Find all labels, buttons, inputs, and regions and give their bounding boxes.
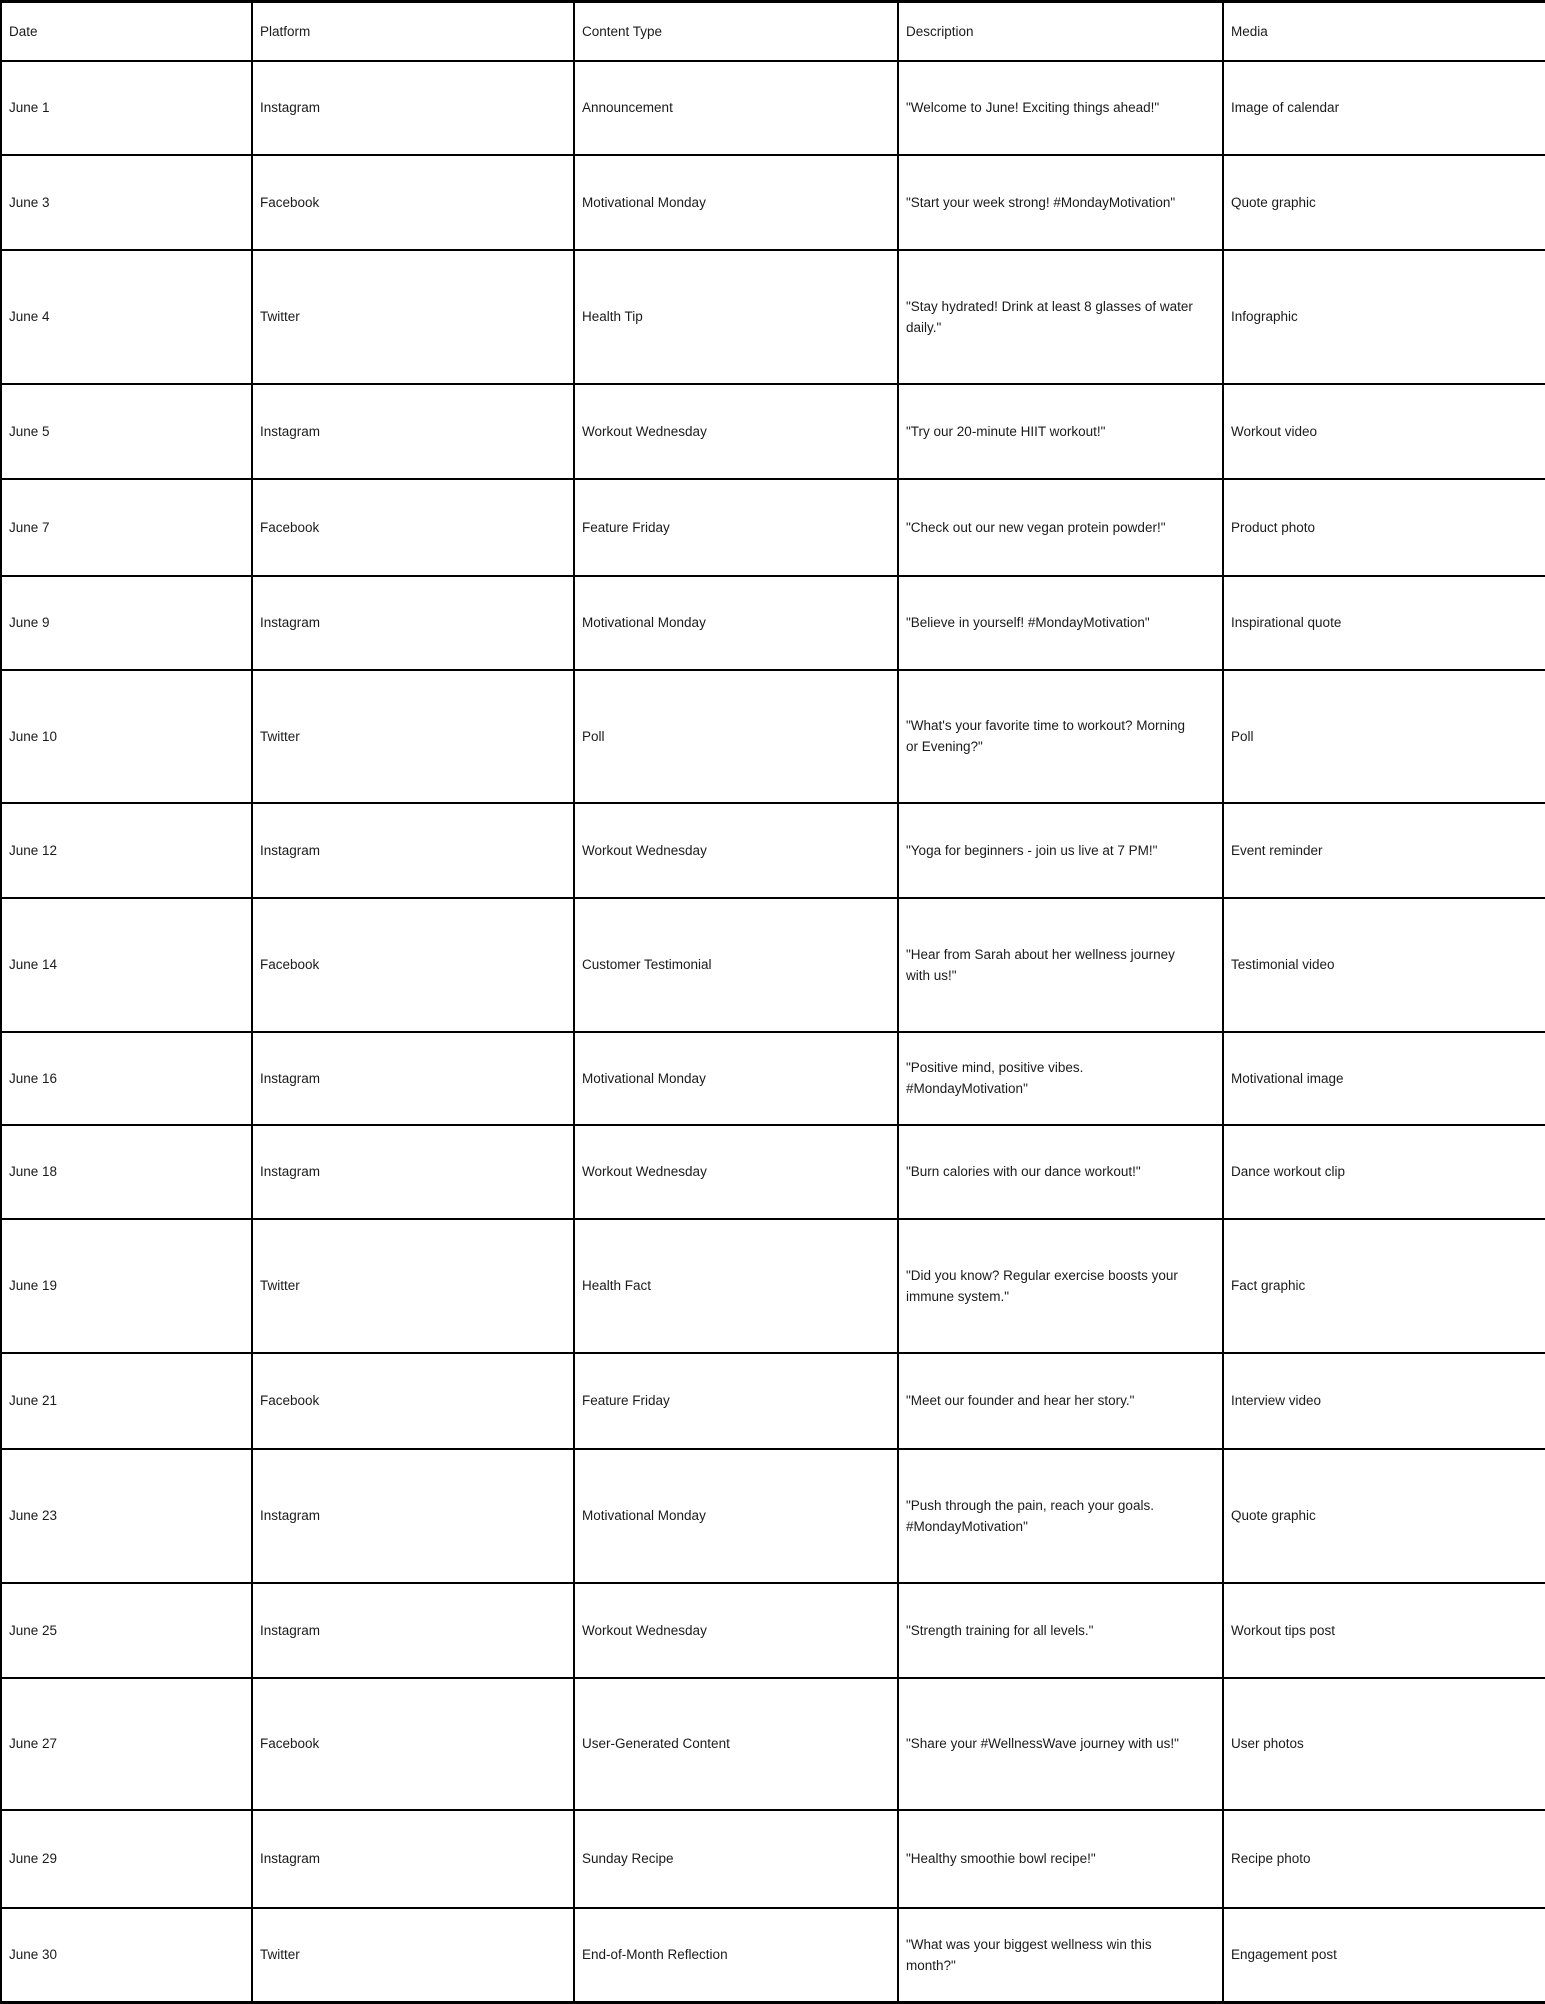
cell-content-type: Feature Friday (574, 1353, 898, 1449)
cell-platform: Twitter (252, 1908, 574, 2003)
cell-platform: Twitter (252, 250, 574, 384)
cell-description: "Hear from Sarah about her wellness journey with us!" (898, 898, 1223, 1032)
cell-date: June 12 (1, 803, 252, 898)
cell-content-type: Workout Wednesday (574, 803, 898, 898)
table-row (1, 898, 1545, 1032)
column-header-description: Description (898, 2, 1223, 61)
cell-platform: Instagram (252, 1583, 574, 1678)
cell-media: Dance workout clip (1223, 1125, 1545, 1219)
cell-content-type: Feature Friday (574, 479, 898, 576)
column-header-content-type: Content Type (574, 2, 898, 61)
cell-platform: Facebook (252, 479, 574, 576)
cell-date: June 9 (1, 576, 252, 670)
cell-description: "What was your biggest wellness win this month?" (898, 1908, 1223, 2003)
cell-date: June 5 (1, 384, 252, 479)
column-header-media: Media (1223, 2, 1545, 61)
cell-content-type: Workout Wednesday (574, 1125, 898, 1219)
cell-content-type: Health Fact (574, 1219, 898, 1353)
header-row (1, 2, 1545, 61)
cell-date: June 27 (1, 1678, 252, 1810)
table-row (1, 250, 1545, 384)
table-row (1, 1908, 1545, 2003)
table-row (1, 1678, 1545, 1810)
cell-description: "Believe in yourself! #MondayMotivation" (898, 576, 1223, 670)
cell-content-type: Announcement (574, 61, 898, 155)
cell-date: June 25 (1, 1583, 252, 1678)
cell-description: "Push through the pain, reach your goals. #MondayMotivation" (898, 1449, 1223, 1583)
cell-description: "Healthy smoothie bowl recipe!" (898, 1810, 1223, 1908)
table-row (1, 1810, 1545, 1908)
cell-description: "Stay hydrated! Drink at least 8 glasses of water daily." (898, 250, 1223, 384)
cell-platform: Instagram (252, 576, 574, 670)
cell-description: "Strength training for all levels." (898, 1583, 1223, 1678)
table-row (1, 479, 1545, 576)
cell-description: "Burn calories with our dance workout!" (898, 1125, 1223, 1219)
cell-platform: Facebook (252, 155, 574, 250)
table-row (1, 1449, 1545, 1583)
cell-description: "Check out our new vegan protein powder!" (898, 479, 1223, 576)
cell-date: June 18 (1, 1125, 252, 1219)
cell-description: "Share your #WellnessWave journey with us!" (898, 1678, 1223, 1810)
cell-description: "Yoga for beginners - join us live at 7 PM!" (898, 803, 1223, 898)
cell-media: Recipe photo (1223, 1810, 1545, 1908)
cell-media: Inspirational quote (1223, 576, 1545, 670)
cell-content-type: Motivational Monday (574, 1032, 898, 1125)
cell-description: "Positive mind, positive vibes. #MondayMotivation" (898, 1032, 1223, 1125)
cell-platform: Facebook (252, 1353, 574, 1449)
cell-media: Infographic (1223, 250, 1545, 384)
cell-platform: Instagram (252, 1449, 574, 1583)
cell-platform: Facebook (252, 1678, 574, 1810)
cell-date: June 23 (1, 1449, 252, 1583)
cell-content-type: Motivational Monday (574, 155, 898, 250)
cell-platform: Twitter (252, 670, 574, 803)
cell-content-type: Workout Wednesday (574, 384, 898, 479)
cell-description: "What's your favorite time to workout? Morning or Evening?" (898, 670, 1223, 803)
cell-date: June 7 (1, 479, 252, 576)
cell-media: Workout tips post (1223, 1583, 1545, 1678)
cell-content-type: Sunday Recipe (574, 1810, 898, 1908)
cell-content-type: User-Generated Content (574, 1678, 898, 1810)
cell-description: "Meet our founder and hear her story." (898, 1353, 1223, 1449)
cell-media: Quote graphic (1223, 155, 1545, 250)
cell-media: Event reminder (1223, 803, 1545, 898)
cell-date: June 21 (1, 1353, 252, 1449)
cell-media: Workout video (1223, 384, 1545, 479)
cell-date: June 16 (1, 1032, 252, 1125)
table-row (1, 61, 1545, 155)
cell-platform: Instagram (252, 1125, 574, 1219)
cell-media: User photos (1223, 1678, 1545, 1810)
cell-date: June 1 (1, 61, 252, 155)
cell-date: June 10 (1, 670, 252, 803)
cell-platform: Instagram (252, 61, 574, 155)
cell-content-type: Motivational Monday (574, 1449, 898, 1583)
cell-description: "Welcome to June! Exciting things ahead!" (898, 61, 1223, 155)
cell-date: June 3 (1, 155, 252, 250)
cell-platform: Facebook (252, 898, 574, 1032)
table-row (1, 384, 1545, 479)
cell-media: Image of calendar (1223, 61, 1545, 155)
cell-content-type: Motivational Monday (574, 576, 898, 670)
cell-content-type: Customer Testimonial (574, 898, 898, 1032)
cell-platform: Instagram (252, 1810, 574, 1908)
cell-media: Fact graphic (1223, 1219, 1545, 1353)
table-row (1, 1032, 1545, 1125)
column-header-date: Date (1, 2, 252, 61)
table-row (1, 670, 1545, 803)
cell-platform: Instagram (252, 384, 574, 479)
cell-content-type: Poll (574, 670, 898, 803)
cell-media: Product photo (1223, 479, 1545, 576)
cell-platform: Twitter (252, 1219, 574, 1353)
cell-date: June 30 (1, 1908, 252, 2003)
cell-platform: Instagram (252, 803, 574, 898)
table-row (1, 1583, 1545, 1678)
cell-media: Motivational image (1223, 1032, 1545, 1125)
table-row (1, 1125, 1545, 1219)
cell-description: "Try our 20-minute HIIT workout!" (898, 384, 1223, 479)
table-row (1, 803, 1545, 898)
table-row (1, 155, 1545, 250)
table-row (1, 1219, 1545, 1353)
cell-media: Interview video (1223, 1353, 1545, 1449)
cell-media: Poll (1223, 670, 1545, 803)
cell-media: Quote graphic (1223, 1449, 1545, 1583)
table-row (1, 576, 1545, 670)
cell-date: June 29 (1, 1810, 252, 1908)
cell-content-type: End-of-Month Reflection (574, 1908, 898, 2003)
cell-media: Engagement post (1223, 1908, 1545, 2003)
cell-content-type: Workout Wednesday (574, 1583, 898, 1678)
cell-platform: Instagram (252, 1032, 574, 1125)
column-header-platform: Platform (252, 2, 574, 61)
cell-content-type: Health Tip (574, 250, 898, 384)
cell-description: "Did you know? Regular exercise boosts your immune system." (898, 1219, 1223, 1353)
cell-date: June 19 (1, 1219, 252, 1353)
cell-description: "Start your week strong! #MondayMotivation" (898, 155, 1223, 250)
table-row (1, 1353, 1545, 1449)
cell-date: June 4 (1, 250, 252, 384)
cell-date: June 14 (1, 898, 252, 1032)
cell-media: Testimonial video (1223, 898, 1545, 1032)
